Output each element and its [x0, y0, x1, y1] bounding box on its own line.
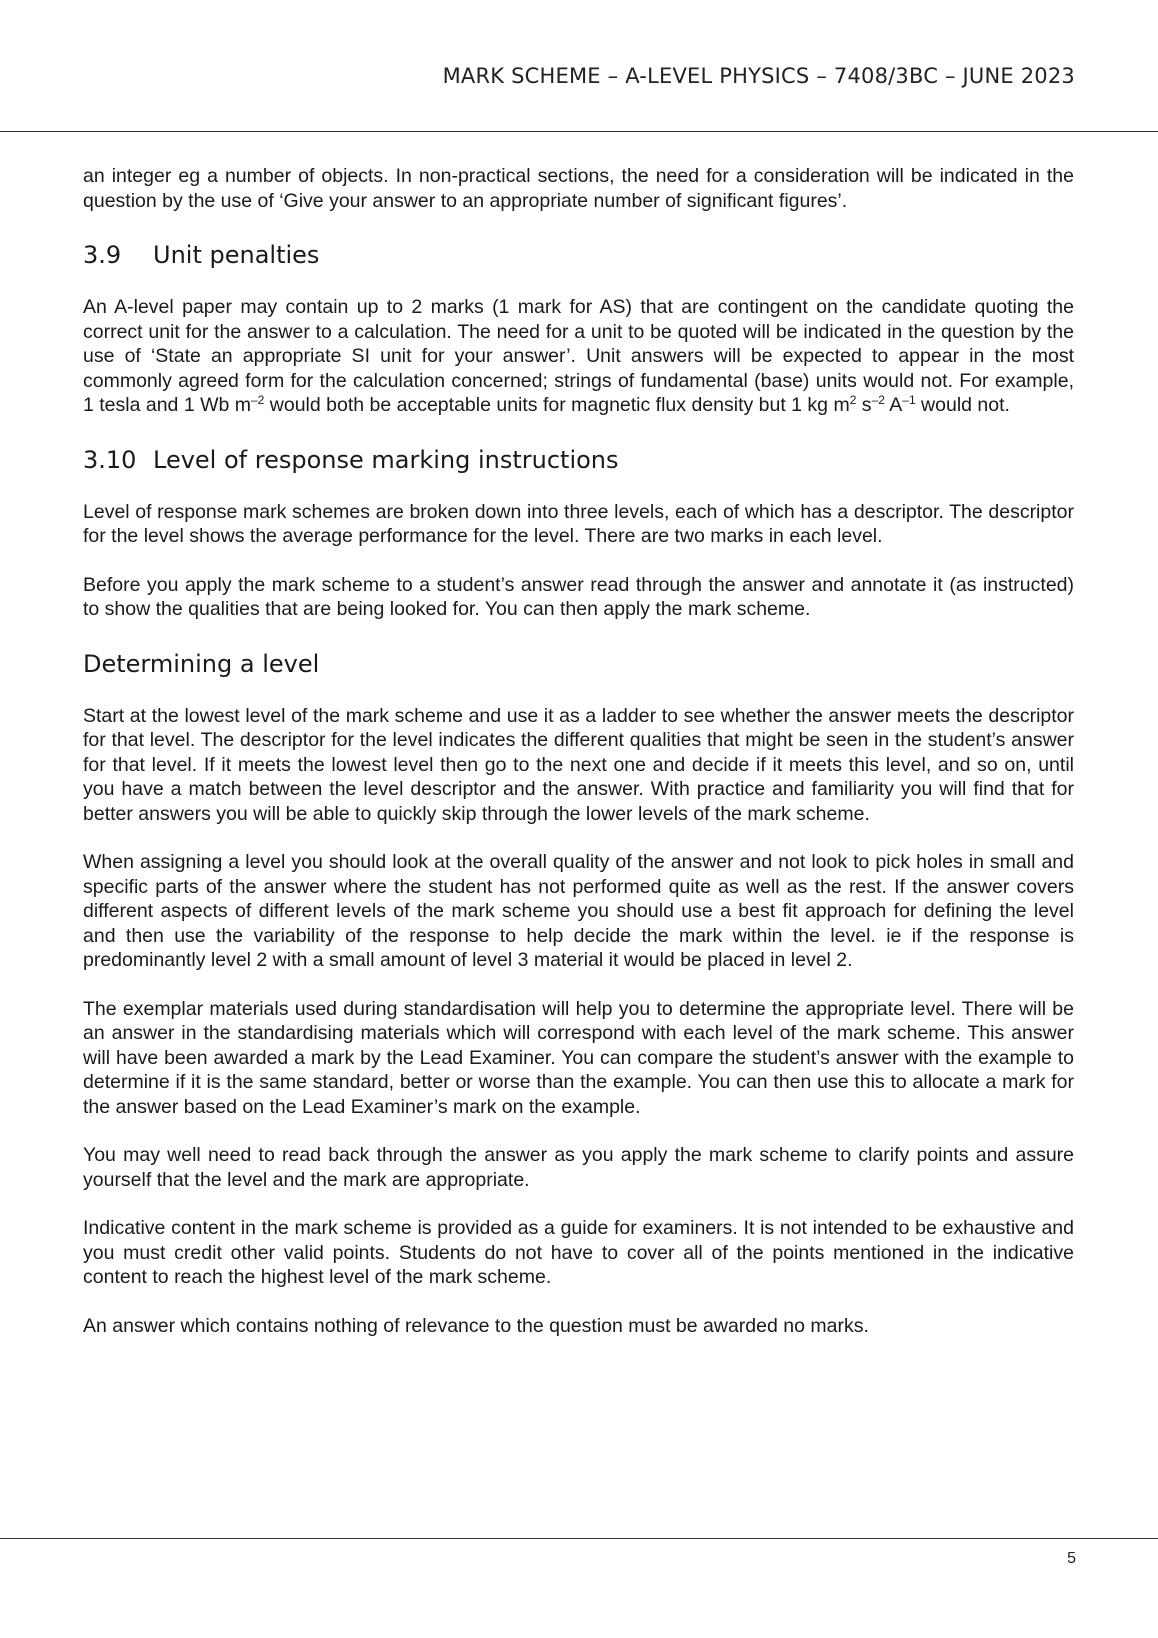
section-number: 3.9 — [83, 241, 122, 269]
paragraph: The exemplar materials used during standardisation will help you to determine the appropriate level. There will be an answer in the standardising materials which will correspond with each level of the mark scheme. This answer will have been awarded a mark by the Lead Examiner. You can compare the student’s answer with the example to determine if it is the same standard, better or worse than the example. You can then use this to allocate a mark for the answer based on the Lead Examiner’s mark on the example. — [83, 997, 1074, 1118]
text-run: would both be acceptable units for magnetic flux density but 1 kg m — [264, 394, 850, 416]
text-run: An A-level paper may contain up to 2 marks (1 mark for AS) that are contingent on the candidate quoting the correct unit for the answer to a calculation. The need for a unit to be quoted will be indicated in the question by the use of ‘State an appropriate SI unit for your answer’. Unit answers will be expected to appear in the most commonly agreed form for the calculation concerned; strings of fundamental (base) units would not. For example, 1 tesla and 1 Wb m — [83, 296, 1074, 416]
document-body — [83, 164, 1074, 1338]
section-number: 3.10 — [83, 445, 137, 474]
paragraph: Indicative content in the mark scheme is provided as a guide for examiners. It is not intended to be exhaustive and you must credit other valid points. Students do not have to cover all of the points mentioned in the indicative content to reach the highest level of the mark scheme. — [83, 1217, 1074, 1288]
superscript: 2 — [849, 393, 857, 407]
text-run: would not. — [915, 394, 1010, 416]
superscript: –2 — [251, 393, 265, 407]
superscript: –1 — [902, 393, 916, 407]
paragraph: Before you apply the mark scheme to a student’s answer read through the answer and annotate it (as instructed) to show the qualities that are being looked for. You can then apply the mark scheme. — [83, 573, 1074, 620]
paragraph: When assigning a level you should look at the overall quality of the answer and not look to pick holes in small and specific parts of the answer where the student has not performed quite as well as the rest. If the answer covers different aspects of different levels of the mark scheme you should use a best fit approach for defining the level and then use the variability of the response to help decide the mark within the level. ie if the response is predominantly level 2 with a small amount of level 3 material it would be placed in level 2. — [83, 851, 1074, 971]
subheading-determining-level: Determining a level — [83, 649, 320, 678]
text-run: A — [884, 394, 903, 416]
page-number: 5 — [1067, 1550, 1076, 1567]
section-heading-level-of-response — [83, 445, 1074, 475]
section-title: Level of response marking instructions — [153, 445, 619, 474]
footer-rule — [0, 1538, 1158, 1539]
header-rule — [0, 131, 1158, 132]
paragraph: Level of response mark schemes are broken down into three levels, each of which has a descriptor. The descriptor for the level shows the average performance for the level. There are two marks in each level. — [83, 500, 1074, 547]
paragraph: You may well need to read back through the answer as you apply the mark scheme to clarify points and assure yourself that the level and the mark are appropriate. — [83, 1144, 1074, 1191]
unit-penalties-paragraph — [83, 295, 1074, 418]
paragraph: An answer which contains nothing of relevance to the question must be awarded no marks. — [83, 1314, 869, 1337]
section-title: Unit penalties — [153, 241, 320, 269]
section-heading-unit-penalties — [83, 240, 1074, 270]
page-header: MARK SCHEME – A-LEVEL PHYSICS – 7408/3BC – JUNE 2023 — [442, 64, 1075, 88]
paragraph: Start at the lowest level of the mark scheme and use it as a ladder to see whether the answer meets the descriptor for that level. The descriptor for the level indicates the different qualities that might be seen in the student’s answer for that level. If it meets the lowest level then go to the next one and decide if it meets this level, and so on, until you have a match between the level descriptor and the answer. With practice and familiarity you will find that for better answers you will be able to quickly skip through the lower levels of the mark scheme. — [83, 704, 1074, 825]
intro-paragraph: an integer eg a number of objects. In non-practical sections, the need for a consideration will be indicated in the question by the use of ‘Give your answer to an appropriate number of significant figures’. — [83, 165, 1074, 212]
text-run: s — [856, 394, 872, 416]
superscript: –2 — [871, 393, 885, 407]
